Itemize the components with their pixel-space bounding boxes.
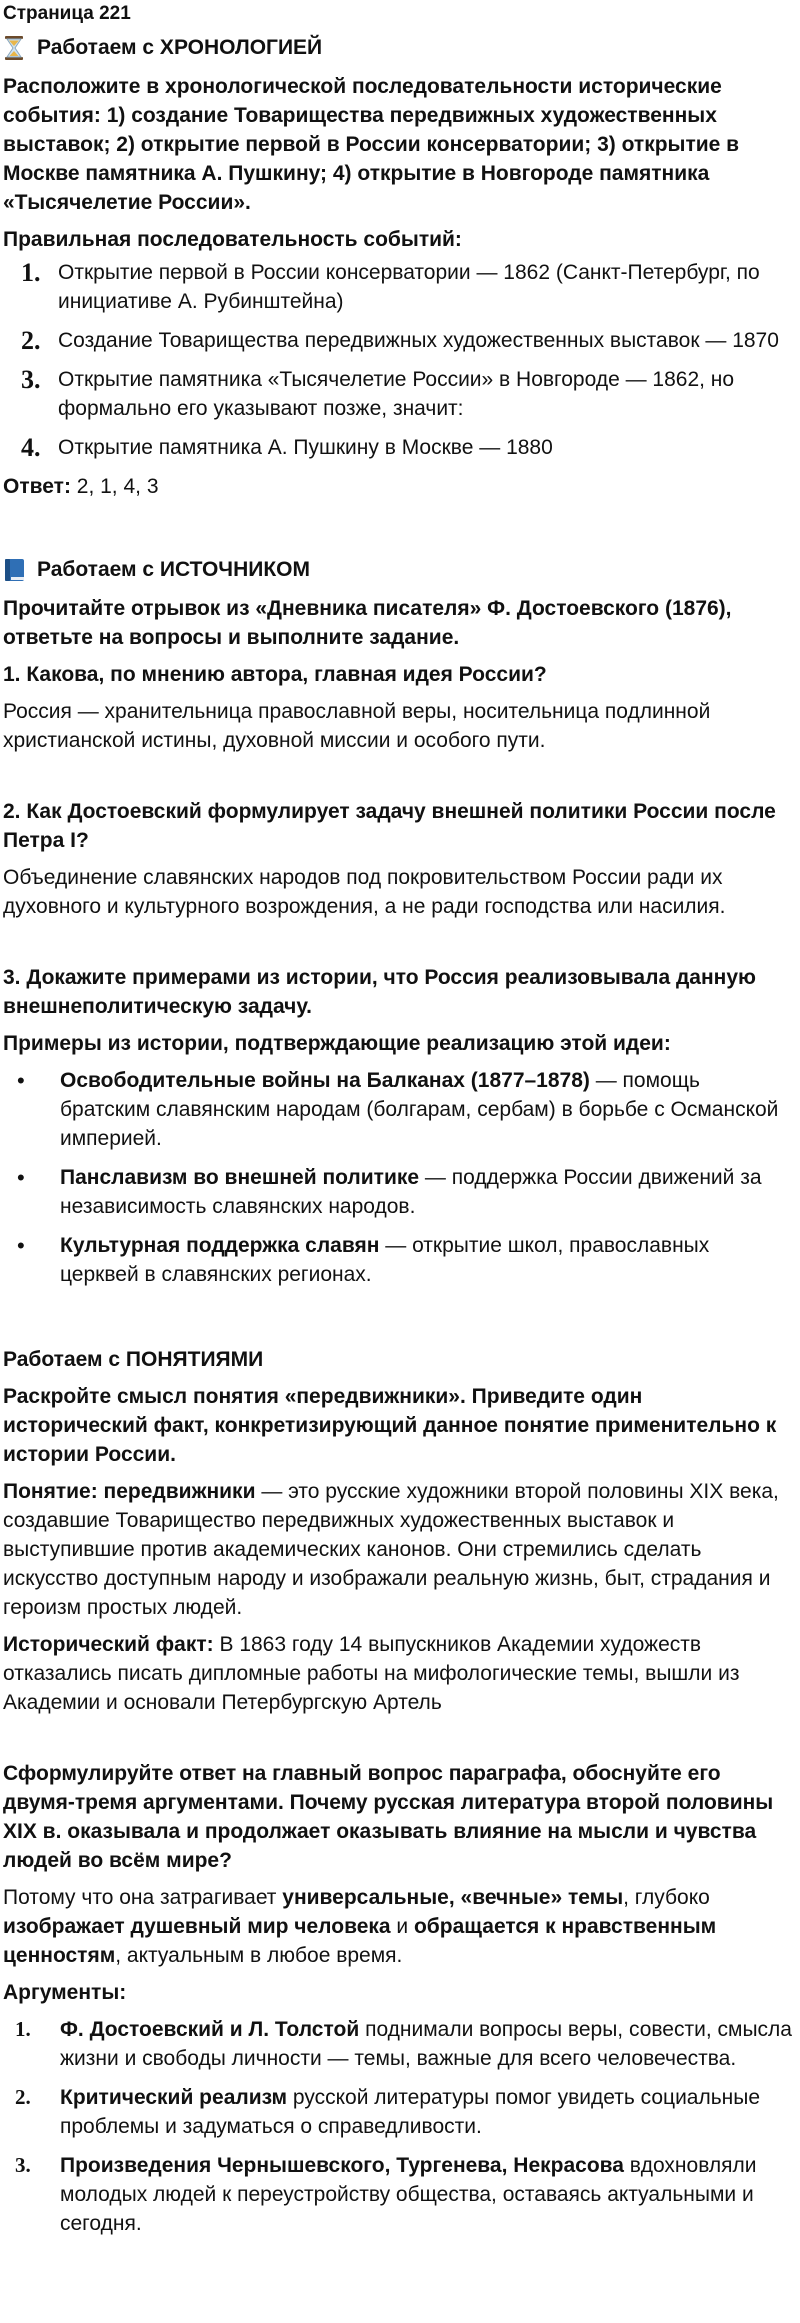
hourglass-icon	[3, 35, 29, 61]
concepts-heading-text: Работаем с ПОНЯТИЯМИ	[3, 1348, 264, 1371]
answer-part: Потому что она затрагивает	[3, 1886, 283, 1909]
answer-part: , глубоко	[623, 1886, 710, 1909]
arguments-title: Аргументы:	[3, 1981, 127, 2004]
list-item	[3, 2083, 792, 2141]
item-number: 2.	[15, 2085, 31, 2109]
main-question-task: Сформулируйте ответ на главный вопрос параграфа, обоснуйте его двумя-тремя аргументами. Почему русская литература второй половины XIX в. оказывала и продолжает оказывать влияние на мысли и чувства людей во всём мире?	[3, 1762, 774, 1872]
answer-part: универсальные, «вечные» темы	[282, 1886, 624, 1909]
source-heading-text: Работаем с ИСТОЧНИКОМ	[37, 558, 310, 581]
arguments-list	[3, 2015, 792, 2238]
main-answer	[3, 1883, 792, 1970]
book-icon	[3, 557, 29, 583]
bullet-icon: •	[17, 1165, 25, 1190]
argument-text: русской литературы помог увидеть социальные проблемы и задуматься о справедливости.	[60, 2086, 761, 2138]
answer-part: и	[390, 1915, 414, 1938]
chronology-answer	[3, 472, 792, 501]
list-item	[3, 258, 792, 316]
item-number: 3.	[15, 2153, 31, 2177]
chronology-task: Расположите в хронологической последовательности исторические события: 1) создание Товарищества передвижных художественных выставок; 2) открытие первой в России консерватории; 3) открытие в Москве памятника А. Пушкину; 4) открытие в Новгороде памятника «Тысячелетие России».	[3, 75, 740, 214]
source-heading	[3, 555, 792, 584]
item-number: 2.	[21, 326, 41, 355]
example-text: — поддержка России движений за независимость славянских народов.	[60, 1166, 762, 1218]
chronology-heading	[3, 33, 792, 62]
item-text: Открытие памятника «Тысячелетие России» в Новгороде — 1862, но формально его указывают позже, значит:	[58, 368, 735, 420]
item-number: 1.	[21, 258, 41, 287]
example-bold: Освободительные войны на Балканах (1877–1878)	[60, 1069, 590, 1092]
bullet-icon: •	[17, 1068, 25, 1093]
bullet-icon: •	[17, 1233, 25, 1258]
examples-list	[3, 1066, 792, 1289]
example-text: — открытие школ, православных церквей в славянских регионах.	[60, 1234, 710, 1286]
source-examples-title: Примеры из истории, подтверждающие реализацию этой идеи:	[3, 1032, 671, 1055]
chronology-list	[3, 258, 792, 462]
list-item	[3, 2151, 792, 2238]
list-item	[3, 1066, 792, 1153]
chronology-heading-text: Работаем с ХРОНОЛОГИЕЙ	[37, 36, 323, 59]
fact-label: Исторический факт:	[3, 1633, 214, 1656]
concept-text: — это русские художники второй половины XIX века, создавшие Товарищество передвижных художественных выставок и выступившие против академических канонов. Они стремились сделать искусство доступным народу и изображали реальную жизнь, быт, страдания и героизм простых людей.	[3, 1480, 779, 1619]
list-item	[3, 1231, 792, 1289]
answer-value: 2, 1, 4, 3	[70, 475, 159, 498]
source-question-2: 2. Как Достоевский формулирует задачу внешней политики России после Петра I?	[3, 800, 776, 852]
concept-label: Понятие: передвижники	[3, 1480, 256, 1503]
list-item	[3, 1163, 792, 1221]
item-number: 3.	[21, 365, 41, 394]
example-text: — помощь братским славянским народам (болгарам, сербам) в борьбе с Османской империей.	[60, 1069, 779, 1150]
page-number: Страница 221	[3, 3, 131, 24]
concepts-heading	[3, 1345, 792, 1374]
source-question-3: 3. Докажите примерами из истории, что Россия реализовывала данную внешнеполитическую задачу.	[3, 966, 756, 1018]
list-item	[3, 433, 792, 462]
source-task: Прочитайте отрывок из «Дневника писателя» Ф. Достоевского (1876), ответьте на вопросы и выполните задание.	[3, 597, 732, 649]
fact-text: В 1863 году 14 выпускников Академии художеств отказались писать дипломные работы на мифологические темы, вышли из Академии и основали Петербургскую Артель	[3, 1633, 740, 1714]
item-text: Создание Товарищества передвижных художественных выставок — 1870	[58, 329, 779, 352]
item-number: 4.	[21, 433, 41, 462]
list-item	[3, 365, 792, 423]
item-text: Открытие памятника А. Пушкину в Москве — 1880	[58, 436, 553, 459]
source-question-1: 1. Какова, по мнению автора, главная идея России?	[3, 663, 547, 686]
answer-part: обращается к нравственным ценностям	[3, 1915, 717, 1967]
example-bold: Культурная поддержка славян	[60, 1234, 380, 1257]
answer-part: , актуальным в любое время.	[115, 1944, 403, 1967]
concepts-task: Раскройте смысл понятия «передвижники». Приведите один исторический факт, конкретизирующий данное понятие применительно к истории России.	[3, 1385, 777, 1466]
answer-label: Ответ:	[3, 475, 71, 498]
source-answer-1: Россия — хранительница православной веры, носительница подлинной христианской истины, духовной миссии и особого пути.	[3, 700, 711, 752]
list-item	[3, 2015, 792, 2073]
item-text: Открытие первой в России консерватории — 1862 (Санкт-Петербург, по инициативе А. Рубинштейна)	[58, 261, 760, 313]
list-item	[3, 326, 792, 355]
source-answer-2: Объединение славянских народов под покровительством России ради их духовного и культурного возрождения, а не ради господства или насилия.	[3, 866, 726, 918]
argument-bold: Критический реализм	[60, 2086, 288, 2109]
historical-fact	[3, 1630, 792, 1717]
answer-part: изображает душевный мир человека	[3, 1915, 391, 1938]
argument-bold: Произведения Чернышевского, Тургенева, Некрасова	[60, 2154, 624, 2177]
chronology-order-title: Правильная последовательность событий:	[3, 228, 462, 251]
argument-text: поднимали вопросы веры, совести, смысла жизни и свободы личности — темы, важные для всего человечества.	[60, 2018, 792, 2070]
example-bold: Панславизм во внешней политике	[60, 1166, 420, 1189]
item-number: 1.	[15, 2017, 31, 2041]
argument-text: вдохновляли молодых людей к переустройству общества, оставаясь актуальными и сегодня.	[60, 2154, 757, 2235]
concept-definition	[3, 1477, 792, 1622]
argument-bold: Ф. Достоевский и Л. Толстой	[60, 2018, 360, 2041]
